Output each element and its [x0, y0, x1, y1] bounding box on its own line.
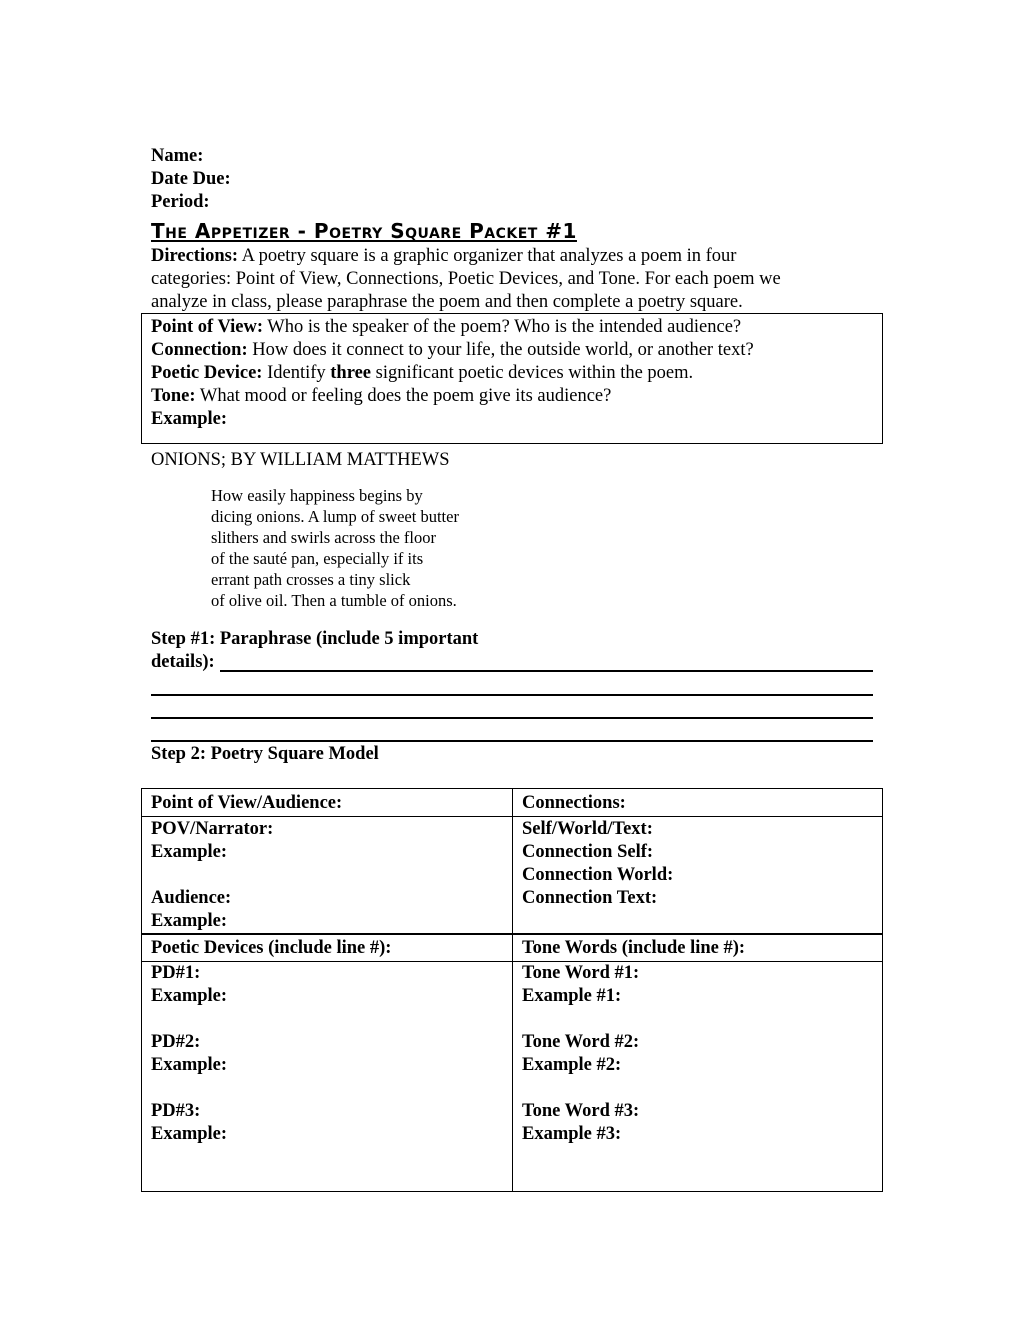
pov-narrator-label[interactable]: POV/Narrator: — [151, 819, 274, 839]
pd2-example-label[interactable]: Example: — [151, 1055, 228, 1075]
connection-definition — [151, 339, 754, 362]
poem-line: slithers and swirls across the floor — [211, 528, 436, 547]
tone-example-1-label[interactable]: Example #1: — [522, 986, 622, 1006]
audience-example-label[interactable]: Example: — [151, 911, 228, 931]
self-world-text-label[interactable]: Self/World/Text: — [522, 819, 653, 839]
tone-words-header: Tone Words (include line #): — [522, 938, 746, 958]
connection-self-label[interactable]: Connection Self: — [522, 842, 654, 862]
poem-heading: ONIONS; BY WILLIAM MATTHEWS — [151, 450, 450, 470]
connection-world-label[interactable]: Connection World: — [522, 865, 674, 885]
connection-definition-text: How does it connect to your life, the outside world, or another text? — [247, 340, 754, 360]
table-row-divider — [141, 933, 883, 935]
poetic-device-definition-label: Poetic Device: — [151, 363, 263, 383]
step1-heading: Step #1: Paraphrase (include 5 important — [151, 629, 479, 649]
pd1-example-label[interactable]: Example: — [151, 986, 228, 1006]
directions-line-2: categories: Point of View, Connections, Poetic Devices, and Tone. For each poem we — [151, 269, 781, 289]
connection-definition-label: Connection: — [151, 340, 248, 360]
tone-word-1-label[interactable]: Tone Word #1: — [522, 963, 640, 983]
poetic-device-definition — [151, 362, 693, 385]
pov-audience-header: Point of View/Audience: — [151, 793, 343, 813]
connections-header: Connections: — [522, 793, 626, 813]
poetic-devices-header: Poetic Devices (include line #): — [151, 938, 392, 958]
tone-word-3-label[interactable]: Tone Word #3: — [522, 1101, 640, 1121]
tone-example-2-label[interactable]: Example #2: — [522, 1055, 622, 1075]
page-title: The Appetizer - Poetry Square Packet #1 — [151, 219, 577, 243]
poem-line: of olive oil. Then a tumble of onions. — [211, 591, 457, 610]
poetic-device-definition-text-a: Identify — [262, 363, 331, 383]
poem-line: How easily happiness begins by — [211, 486, 423, 505]
pd3-label[interactable]: PD#3: — [151, 1101, 201, 1121]
connection-text-label[interactable]: Connection Text: — [522, 888, 658, 908]
poetic-device-definition-text-b: significant poetic devices within the poem. — [371, 363, 694, 383]
pov-example-label[interactable]: Example: — [151, 842, 228, 862]
pov-definition-label: Point of View: — [151, 317, 264, 337]
pov-definition — [151, 316, 741, 339]
poem-line: errant path crosses a tiny slick — [211, 570, 411, 589]
tone-definition — [151, 385, 611, 408]
tone-example-3-label[interactable]: Example #3: — [522, 1124, 622, 1144]
table-row-divider — [141, 816, 883, 817]
directions-label: Directions: — [151, 246, 238, 266]
tone-definition-text: What mood or feeling does the poem give its audience? — [195, 386, 612, 406]
paraphrase-answer-line[interactable] — [151, 694, 873, 696]
date-due-label: Date Due: — [151, 169, 231, 189]
poem-line: dicing onions. A lump of sweet butter — [211, 507, 459, 526]
poetic-device-definition-emphasis: three — [330, 363, 372, 383]
audience-label[interactable]: Audience: — [151, 888, 232, 908]
paraphrase-answer-line[interactable] — [220, 670, 873, 672]
directions-line-3: analyze in class, please paraphrase the poem and then complete a poetry square. — [151, 292, 743, 312]
tone-definition-label: Tone: — [151, 386, 196, 406]
table-row-divider — [141, 961, 883, 962]
directions-text-1: A poetry square is a graphic organizer that analyzes a poem in four — [238, 246, 737, 266]
paraphrase-answer-line[interactable] — [151, 717, 873, 719]
period-label: Period: — [151, 192, 210, 212]
tone-word-2-label[interactable]: Tone Word #2: — [522, 1032, 640, 1052]
paraphrase-answer-line[interactable] — [151, 740, 873, 742]
definitions-example-label: Example: — [151, 409, 228, 429]
pd1-label[interactable]: PD#1: — [151, 963, 201, 983]
step2-heading: Step 2: Poetry Square Model — [151, 744, 379, 764]
pd3-example-label[interactable]: Example: — [151, 1124, 228, 1144]
name-label: Name: — [151, 146, 204, 166]
table-column-divider — [512, 788, 513, 1192]
poem-line: of the sauté pan, especially if its — [211, 549, 424, 568]
step1-details-label: details): — [151, 652, 215, 672]
pov-definition-text: Who is the speaker of the poem? Who is the intended audience? — [263, 317, 742, 337]
pd2-label[interactable]: PD#2: — [151, 1032, 201, 1052]
directions-line-1 — [151, 245, 736, 268]
